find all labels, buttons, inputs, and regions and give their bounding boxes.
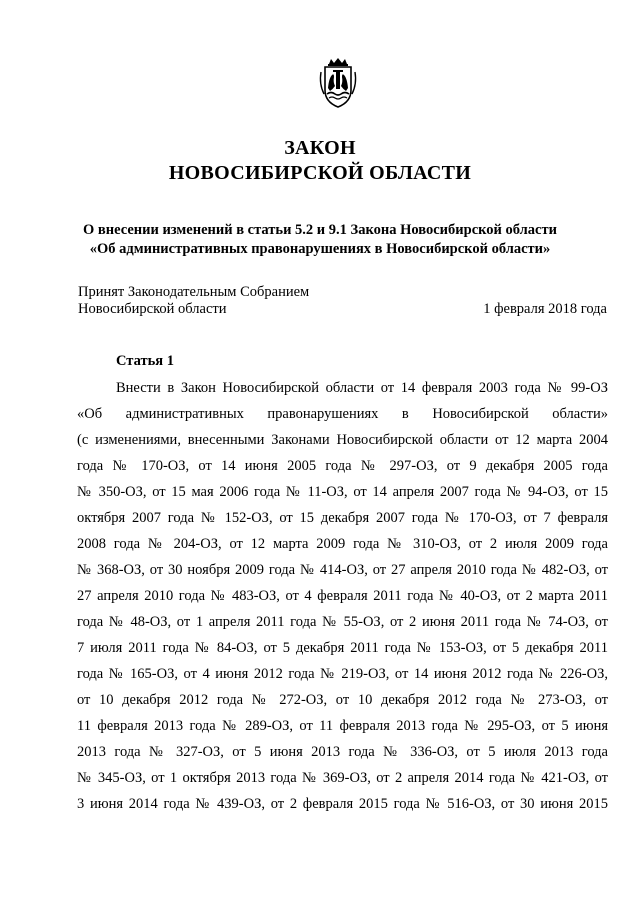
article-line: 2008 года № 204-ОЗ, от 12 марта 2009 года № 310-ОЗ, от 2 июля 2009 года bbox=[77, 536, 608, 552]
law-subject-line-1: О внесении изменений в статьи 5.2 и 9.1 Закона Новосибирской области bbox=[83, 222, 557, 238]
coat-of-arms-icon bbox=[317, 58, 359, 110]
article-heading: Статья 1 bbox=[116, 353, 174, 369]
article-line: года № 165-ОЗ, от 4 июня 2012 года № 219-ОЗ, от 14 июня 2012 года № 226-ОЗ, bbox=[77, 666, 608, 682]
article-line: Внести в Закон Новосибирской области от 14 февраля 2003 года № 99-ОЗ bbox=[116, 380, 608, 396]
article-line: «Об административных правонарушениях в Новосибирской области» bbox=[77, 406, 608, 422]
adopted-by-line-1: Принят Законодательным Собранием bbox=[78, 284, 310, 300]
article-line: октября 2007 года № 152-ОЗ, от 15 декабря 2007 года № 170-ОЗ, от 7 февраля bbox=[77, 510, 608, 526]
article-line: 27 апреля 2010 года № 483-ОЗ, от 4 февраля 2011 года № 40-ОЗ, от 2 марта 2011 bbox=[77, 588, 608, 604]
law-region-title: НОВОСИБИРСКОЙ ОБЛАСТИ bbox=[168, 162, 472, 184]
article-line: года № 48-ОЗ, от 1 апреля 2011 года № 55-ОЗ, от 2 июня 2011 года № 74-ОЗ, от bbox=[77, 614, 608, 630]
law-title: ЗАКОН bbox=[284, 137, 356, 159]
law-subject-line-2: «Об административных правонарушениях в Новосибирской области» bbox=[89, 241, 551, 257]
adopted-by-line-2: Новосибирской области bbox=[78, 301, 227, 317]
article-line: № 368-ОЗ, от 30 ноября 2009 года № 414-ОЗ, от 27 апреля 2010 года № 482-ОЗ, от bbox=[77, 562, 608, 578]
article-line: № 350-ОЗ, от 15 мая 2006 года № 11-ОЗ, от 14 апреля 2007 года № 94-ОЗ, от 15 bbox=[77, 484, 608, 500]
article-line: (с изменениями, внесенными Законами Новосибирской области от 12 марта 2004 bbox=[77, 432, 608, 448]
article-line: 3 июня 2014 года № 439-ОЗ, от 2 февраля 2015 года № 516-ОЗ, от 30 июня 2015 bbox=[77, 796, 608, 812]
article-line: от 10 декабря 2012 года № 272-ОЗ, от 10 декабря 2012 года № 273-ОЗ, от bbox=[77, 692, 608, 708]
article-line: 11 февраля 2013 года № 289-ОЗ, от 11 февраля 2013 года № 295-ОЗ, от 5 июня bbox=[77, 718, 608, 734]
article-line: года № 170-ОЗ, от 14 июня 2005 года № 297-ОЗ, от 9 декабря 2005 года bbox=[77, 458, 608, 474]
article-line: № 345-ОЗ, от 1 октября 2013 года № 369-ОЗ, от 2 апреля 2014 года № 421-ОЗ, от bbox=[77, 770, 608, 786]
adoption-date: 1 февраля 2018 года bbox=[483, 301, 607, 317]
article-line: 7 июля 2011 года № 84-ОЗ, от 5 декабря 2011 года № 153-ОЗ, от 5 декабря 2011 bbox=[77, 640, 608, 656]
article-line: 2013 года № 327-ОЗ, от 5 июня 2013 года № 336-ОЗ, от 5 июля 2013 года bbox=[77, 744, 608, 760]
